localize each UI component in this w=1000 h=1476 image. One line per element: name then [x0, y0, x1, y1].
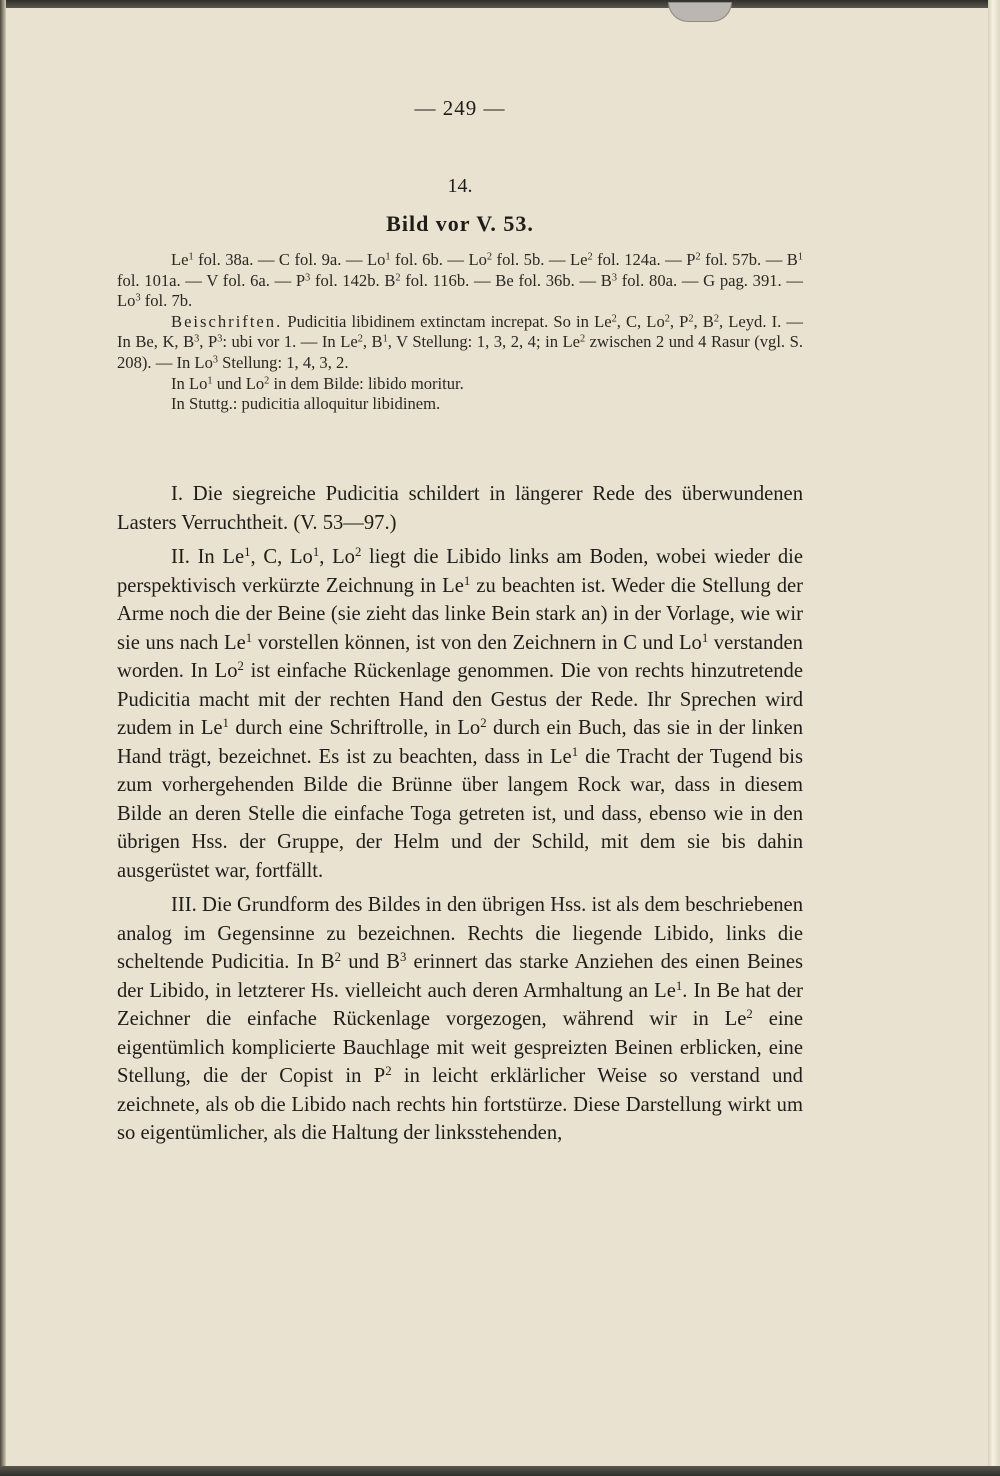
superscript: 3: [611, 271, 618, 283]
source-fragment: fol. 5b. — Le: [492, 250, 588, 269]
text-fragment: eine eigentümlich komplicierte Bauchlage mit weit gespreizten Beinen erblicken, eine Stellung, die der Copist in P: [117, 1008, 803, 1087]
text-fragment: erinnert das starke Anziehen des einen Beines der Libido, in letzterer Hs. vielleicht auch deren Armhaltung an Le: [117, 951, 803, 1002]
paragraph-1: I. Die siegreiche Pudicitia schildert in längerer Rede des überwundenen Lasters Verruchtheit. (V. 53—97.): [117, 483, 803, 534]
superscript: 1: [463, 573, 471, 588]
superscript: 1: [701, 630, 709, 645]
lo-note: [117, 374, 803, 395]
superscript: 2: [580, 333, 586, 345]
superscript: 3: [135, 292, 141, 304]
source-fragment: fol. 57b. — B: [700, 250, 798, 269]
superscript: 2: [664, 313, 670, 325]
note-fragment: und Lo: [212, 373, 265, 393]
superscript: 1: [312, 544, 320, 559]
text-fragment: . In Be hat der Zeichner die einfache Rückenlage vorgezogen, während wir in Le: [117, 979, 803, 1030]
note-fragment: : ubi vor 1. — In Le: [222, 332, 358, 352]
section-number: 14.: [447, 175, 473, 197]
page-left-edge: [0, 0, 6, 1476]
text-fragment: durch ein Buch, das sie in der linken Hand trägt, bezeichnet. Es ist zu beachten, dass in Le: [117, 717, 803, 768]
superscript: 3: [212, 354, 219, 366]
superscript: 1: [571, 744, 579, 759]
source-fragment: Le: [171, 250, 189, 269]
note-fragment: , B: [362, 332, 383, 352]
source-fragment: fol. 7b.: [140, 291, 193, 311]
page-top-edge: [0, 0, 1000, 8]
text-fragment: ist einfache Rückenlage genommen. Die von rechts hinzutretende Pudicitia macht mit der rechten Hand den Gestus der Rede. Ihr Sprechen wird zudem in Le: [117, 660, 803, 739]
text-fragment: II. In Le: [171, 546, 245, 568]
stuttg-note: In Stuttg.: pudicitia alloquitur libidinem.: [171, 394, 441, 414]
superscript: 2: [395, 271, 401, 283]
superscript: 3: [305, 271, 311, 283]
superscript: 3: [399, 949, 407, 964]
superscript: 2: [688, 313, 694, 325]
text-fragment: zu beachten ist. Weder die Stellung der Arme noch die der Beine (sie zieht das linke Bein stark an) in der Vorlage, wie wir sie uns nach Le: [117, 574, 803, 654]
page-right-edge: [988, 0, 1000, 1476]
superscript: 2: [264, 374, 270, 386]
note-fragment: , C, Lo: [616, 311, 665, 331]
source-fragment: fol. 80a. — G pag. 391. — Lo: [117, 270, 803, 311]
superscript: 1: [385, 251, 391, 263]
bookmark-tab: [668, 2, 732, 22]
superscript: 2: [713, 313, 719, 325]
superscript: 3: [194, 333, 200, 345]
source-fragment: fol. 124a. — P: [592, 250, 696, 269]
superscript: 2: [354, 544, 362, 559]
text-fragment: , C, Lo: [250, 546, 313, 568]
source-fragment: fol. 116b. — Be fol. 36b. — B: [400, 270, 612, 290]
text-fragment: verstanden worden. In Lo: [117, 631, 803, 682]
beischriften-label: Beischriften.: [171, 311, 283, 331]
text-fragment: und B: [341, 951, 400, 973]
note-fragment: , P: [199, 332, 218, 352]
text-fragment: in leicht erklärlicher Weise so verstand und zeichnete, als ob die Libido nach rechts hin fortstürze. Diese Darstellung wirkt um so eigentümlicher, als die Haltung der linksstehenden,: [117, 1065, 803, 1144]
page-bottom-edge: [0, 1466, 1000, 1476]
text-fragment: liegt die Libido links am Boden, wobei wieder die perspektivisch verkürzte Zeichnung in Le: [117, 546, 803, 597]
superscript: 2: [237, 658, 244, 673]
note-fragment: , B: [693, 311, 714, 331]
note-fragment: zwischen 2 und 4 Rasur (vgl. S. 208). — In Lo: [117, 332, 803, 372]
superscript: 1: [222, 715, 229, 730]
superscript: 1: [382, 333, 388, 345]
main-text: [117, 480, 803, 1154]
superscript: 1: [797, 251, 803, 263]
paragraph-3: [117, 891, 803, 1148]
note-fragment: , Leyd. I. — In Be, K, B: [117, 311, 803, 352]
page-number: — 249 —: [414, 96, 506, 120]
note-fragment: in dem Bilde: libido moritur.: [269, 373, 464, 393]
superscript: 1: [245, 630, 253, 645]
text-fragment: , Lo: [319, 546, 355, 568]
superscript: 2: [334, 949, 342, 964]
text-fragment: III. Die Grundform des Bildes in den übrigen Hss. ist als dem beschriebenen analog im Gegensinne zu bezeichnen. Rechts die liegende Libido, links die scheltende Pudicitia. In B: [117, 894, 803, 973]
source-fragment: fol. 6b. — Lo: [390, 250, 487, 269]
note-fragment: In Lo: [171, 373, 208, 393]
superscript: 2: [480, 715, 487, 730]
note-fragment: , P: [669, 311, 689, 331]
text-fragment: vorstellen können, ist von den Zeichnern in C und Lo: [252, 631, 702, 654]
sources-list: [117, 250, 803, 312]
superscript: 2: [486, 251, 493, 263]
superscript: 2: [587, 251, 593, 263]
paragraph-2: [117, 543, 803, 885]
source-fragment: fol. 38a. — C fol. 9a. — Lo: [193, 250, 386, 269]
source-fragment: fol. 101a. — V fol. 6a. — P: [117, 270, 306, 290]
superscript: 2: [385, 1063, 392, 1078]
text-fragment: die Tracht der Tugend bis zum vorhergehenden Bilde die Brünne über langem Rock war, dass in diesem Bilde an deren Stelle die einfache Toga getreten ist, und dass, ebenso wie in den übrigen Hss. der Gruppe, der Helm und der Schild, mit dem sie bis dahin ausgerüstet war, fortfällt.: [117, 745, 804, 882]
section-title: Bild vor V. 53.: [386, 211, 534, 236]
note-fragment: Stellung: 1, 4, 3, 2.: [218, 352, 349, 372]
superscript: 2: [695, 251, 701, 263]
note-fragment: Pudicitia libidinem extinctam increpat. So in Le: [282, 311, 612, 331]
beischriften-note: [117, 312, 803, 374]
superscript: 2: [611, 313, 617, 325]
superscript: 3: [217, 333, 223, 345]
superscript: 2: [357, 333, 363, 345]
superscript: 1: [675, 978, 683, 993]
superscript: 1: [244, 544, 251, 559]
source-fragment: fol. 142b. B: [310, 270, 396, 290]
note-fragment: , V Stellung: 1, 3, 2, 4; in Le: [387, 332, 581, 352]
superscript: 1: [207, 374, 213, 386]
text-fragment: durch eine Schriftrolle, in Lo: [228, 717, 481, 739]
apparatus-block: [117, 250, 803, 415]
superscript: 1: [188, 251, 194, 263]
superscript: 2: [746, 1006, 753, 1021]
